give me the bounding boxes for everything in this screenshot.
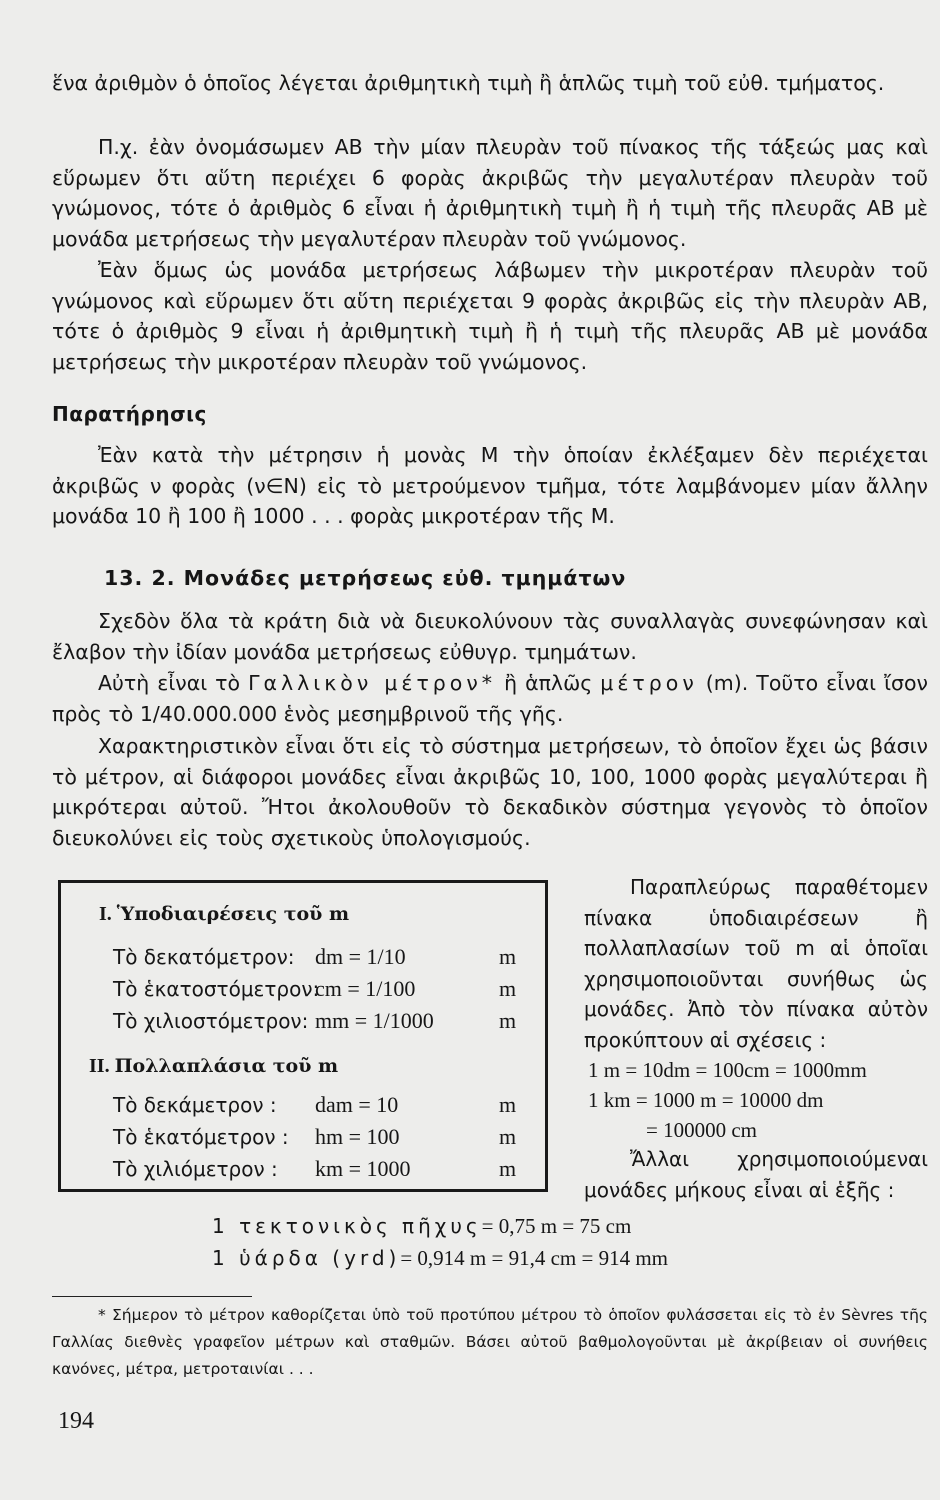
- paragraph-second-example: Ἐὰν ὅμως ὡς μονάδα μετρήσεως λάβωμεν τὴν μικροτέραν πλευρὰν τοῦ γνώμονος καὶ εὕρωμεν ὅτι αὕτη περιέχεται 9 φορὰς ἀκριβῶς εἰς τὴν πλευρὰν ΑΒ, τότε ὁ ἀριθμὸς 9 εἶναι ἡ ἀριθμητικὴ τιμὴ ἢ ἡ τιμὴ τῆς πλευρᾶς ΑΒ μὲ μονάδα μετρήσεως τὴν μικροτέραν πλευρὰν τοῦ γνώμονος.: [52, 258, 928, 374]
- paragraph-remark: Ἐὰν κατὰ τὴν μέτρησιν ἡ μονὰς Μ τὴν ὁποίαν ἐκλέξαμεν δὲν περιέχεται ἀκριβῶς ν φορὰς (ν∈Ν) εἰς τὸ μετρούμενον τμῆμα, τότε λαμβάνομεν μίαν ἄλλην μονάδα 10 ἢ 100 ἢ 1000 . . . φορὰς μικροτέραν τῆς Μ.: [52, 443, 928, 528]
- paragraph-intro: ἕνα ἀριθμὸν ὁ ὁποῖος λέγεται ἀριθμητικὴ τιμὴ ἢ ἁπλῶς τιμὴ τοῦ εὐθ. τμήματος.: [52, 71, 885, 95]
- paragraph-states: Σχεδὸν ὅλα τὰ κράτη διὰ νὰ διευκολύνουν τὰς συναλλαγὰς συνεφώνησαν καὶ ἔλαβον τὴν ἰδίαν μονάδα μετρήσεως εὐθυγρ. τμημάτων.: [52, 609, 928, 664]
- french-metre-term: Γαλλικὸν μέτρον*: [248, 671, 497, 695]
- paragraph-metre: Αὐτὴ εἶναι τὸ Γαλλικὸν μέτρον* ἢ ἁπλῶς μέτρον (m). Τοῦτο εἶναι ἴσον πρὸς τὸ 1/40.000.000 ἑνὸς μεσημβρινοῦ τῆς γῆς.: [52, 671, 928, 726]
- page-number: 194: [58, 1408, 94, 1434]
- units-table-box: Ι. Ὑποδιαιρέσεις τοῦ m Τὸ δεκατόμετρον: dm = 1/10 m Τὸ ἑκατοστόμετρον: cm = 1/100 m Τὸ χιλιοστόμετρον: mm = 1/1000 m ΙΙ. Πολλαπλάσια τοῦ m Τὸ δεκάμετρον : dam = 10 m Τὸ ἑκατόμετρον : hm = 100 m Τὸ χιλιόμετρον : km = 1000 m: [58, 880, 548, 1192]
- section-heading: 13. 2. Μονάδες μετρήσεως εὐθ. τμημάτων: [104, 566, 627, 590]
- unit-yard: 1 ὑάρδα (yrd)= 0,914 m = 91,4 cm = 914 mm: [212, 1246, 669, 1270]
- side-text-other-units: Ἄλλαι χρησιμοποιούμεναι μονάδες μήκους εἶναι αἱ ἑξῆς :: [584, 1147, 928, 1202]
- equation-metre: 1 m = 10dm = 100cm = 1000mm: [588, 1058, 867, 1082]
- equation-kilometre-cm: = 100000 cm: [646, 1118, 757, 1142]
- unit-cubit: 1 τεκτονικὸς πῆχυς= 0,75 m = 75 cm: [212, 1214, 632, 1238]
- side-text: Παραπλεύρως παραθέτομεν πίνακα ὑποδιαιρέσεων ἢ πολλαπλασίων τοῦ m αἱ ὁποῖαι χρησιμοποιοῦνται συνήθως ὡς μονάδες. Ἀπὸ τὸν πίνακα αὐτὸν προκύπτουν αἱ σχέσεις :: [584, 875, 928, 1052]
- footnote: * Σήμερον τὸ μέτρον καθορίζεται ὑπὸ τοῦ προτύπου μέτρου τὸ ὁποῖον φυλάσσεται εἰς τὸ ἐν Sèvres τῆς Γαλλίας διεθνὲς γραφεῖον μέτρων καὶ σταθμῶν. Βάσει αὐτοῦ βαθμολογοῦνται μὲ ἀκρίβειαν οἱ συνήθεις κανόνες, μέτρα, μετροταινίαι . . .: [52, 1306, 928, 1378]
- paragraph-example: Π.χ. ἐὰν ὀνομάσωμεν ΑΒ τὴν μίαν πλευρὰν τοῦ πίνακος τῆς τάξεώς μας καὶ εὕρωμεν ὅτι αὕτη περιέχει 6 φορὰς ἀκριβῶς τὴν μεγαλυτέραν πλευρὰν τοῦ γνώμονος, τότε ὁ ἀριθμὸς 6 εἶναι ἡ ἀριθμητικὴ τιμὴ ἢ ἡ τιμὴ τῆς πλευρᾶς ΑΒ μὲ μονάδα μετρήσεως τὴν μεγαλυτέραν πλευρὰν τοῦ γνώμονος.: [52, 135, 928, 251]
- metre-term: μέτρον: [600, 671, 698, 695]
- remark-heading: Παρατήρησις: [52, 402, 207, 426]
- paragraph-decimal-system: Χαρακτηριστικὸν εἶναι ὅτι εἰς τὸ σύστημα μετρήσεων, τὸ ὁποῖον ἔχει ὡς βάσιν τὸ μέτρον, αἱ διάφοροι μονάδες εἶναι ἀκριβῶς 10, 100, 1000 φορὰς μεγαλύτεραι ἢ μικρότεραι αὐτοῦ. Ἤτοι ἀκολουθοῦν τὸ δεκαδικὸν σύστημα γεγονὸς τὸ ὁποῖον διευκολύνει εἰς τοὺς σχετικοὺς ὑπολογισμούς.: [52, 734, 928, 850]
- footnote-rule: [52, 1296, 252, 1297]
- equation-kilometre: 1 km = 1000 m = 10000 dm: [588, 1088, 824, 1112]
- multiples-heading: ΙΙ. Πολλαπλάσια τοῦ m: [89, 1055, 339, 1077]
- subdivisions-heading: Ι. Ὑποδιαιρέσεις τοῦ m: [99, 903, 350, 925]
